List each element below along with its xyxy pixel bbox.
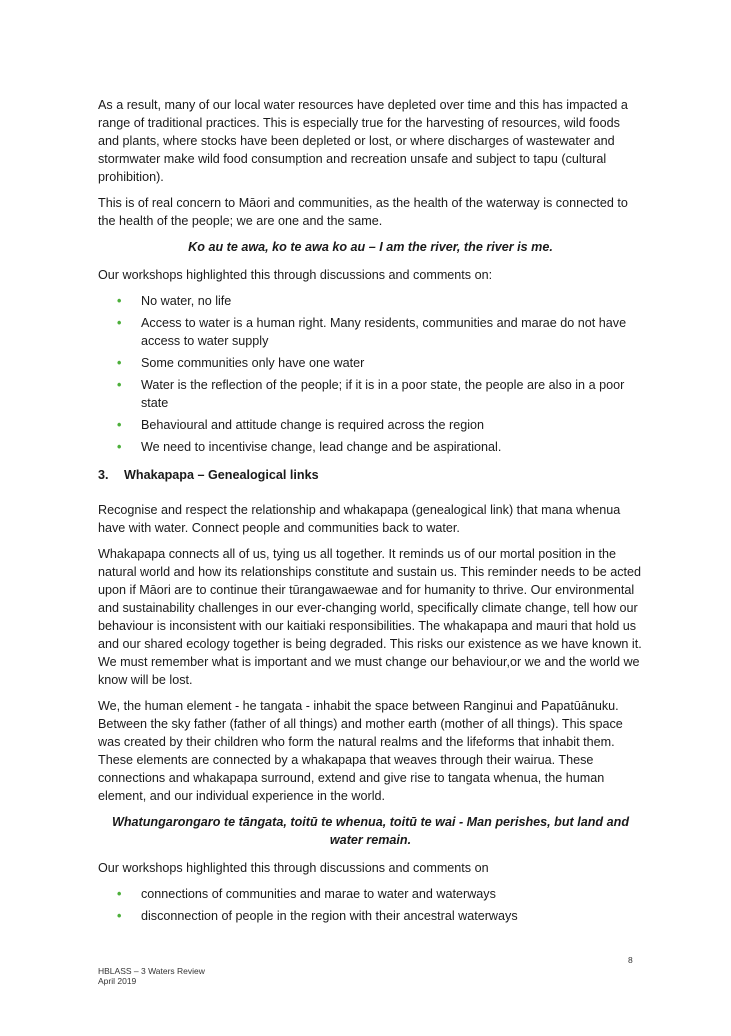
list-item — [98, 314, 643, 350]
list-item — [98, 907, 643, 925]
list-item-text: Some communities only have one water — [141, 356, 365, 370]
quote: Whatungarongaro te tāngata, toitū te whenua, toitū te wai - Man perishes, but land and water remain. — [111, 815, 630, 847]
list-item — [98, 438, 643, 456]
list-item — [98, 376, 643, 412]
section-number: 3. — [98, 468, 109, 482]
list-item-text: connections of communities and marae to water and waterways — [141, 887, 496, 901]
quote: Ko au te awa, ko te awa ko au – I am the river, the river is me. — [188, 240, 553, 254]
list-item — [98, 354, 643, 372]
bullet-icon: • — [117, 887, 122, 901]
bullet-icon: • — [117, 418, 122, 432]
bullet-icon: • — [117, 294, 122, 308]
bullet-icon: • — [117, 356, 122, 370]
document-page — [98, 96, 643, 935]
paragraph: Our workshops highlighted this through discussions and comments on: — [98, 268, 493, 282]
list-item-text: No water, no life — [141, 294, 232, 308]
section-title: Whakapapa – Genealogical links — [124, 468, 319, 482]
footer-date: April 2019 — [98, 976, 137, 986]
bullet-list — [98, 292, 643, 456]
bullet-icon: • — [117, 378, 122, 392]
section-heading — [98, 466, 643, 484]
bullet-icon: • — [117, 909, 122, 923]
footer-title: HBLASS – 3 Waters Review — [98, 966, 205, 976]
paragraph: Recognise and respect the relationship and whakapapa (genealogical link) that mana whenua have with water. Connect people and communities back to water. — [98, 503, 621, 535]
list-item — [98, 416, 643, 434]
list-item-text: Access to water is a human right. Many residents, communities and marae do not have access to water supply — [141, 316, 627, 348]
footer — [98, 966, 205, 986]
paragraph: We, the human element - he tangata - inhabit the space between Ranginui and Papatūānuku. Between the sky father (father of all things) and mother earth (mother of all things). This space was created by their children who form the natural realms and the lifeforms that inhabit them. These elements are connected by a whakapapa that weaves through their wairua. These connections and whakapapa surround, extend and give rise to tangata whenua, the human element, and our individual experience in the world. — [98, 699, 623, 803]
page-number: 8 — [628, 955, 633, 965]
bullet-icon: • — [117, 440, 122, 454]
list-item-text: disconnection of people in the region with their ancestral waterways — [141, 909, 518, 923]
bullet-icon: • — [117, 316, 122, 330]
list-item — [98, 885, 643, 903]
list-item-text: Behavioural and attitude change is required across the region — [141, 418, 485, 432]
paragraph: Whakapapa connects all of us, tying us all together. It reminds us of our mortal position in the natural world and how its relationships constitute and sustain us. This reminder needs to be acted upon if Māori are to continue their tūrangawaewae and for humanity to thrive. Our environmental and sustainability challenges in our ever-changing world, specifically climate change, tell how our behaviour is inconsistent with our kaitiaki responsibilities. The whakapapa and mauri that hold us and our shared ecology together is being degraded. This risks our existence as we have known it. We must remember what is important and we must change our behaviour,or we and the world we know will be lost. — [98, 547, 642, 687]
paragraph: As a result, many of our local water resources have depleted over time and this has impacted a range of traditional practices. This is especially true for the harvesting of resources, wild foods and plants, where stocks have been depleted or lost, or where discharges of wastewater and stormwater make wild food consumption and recreation unsafe and subject to tapu (cultural prohibition). — [98, 98, 628, 184]
list-item-text: Water is the reflection of the people; if it is in a poor state, the people are also in a poor state — [141, 378, 625, 410]
paragraph: This is of real concern to Māori and communities, as the health of the waterway is connected to the health of the people; we are one and the same. — [98, 196, 628, 228]
list-item — [98, 292, 643, 310]
bullet-list — [98, 885, 643, 925]
list-item-text: We need to incentivise change, lead change and be aspirational. — [141, 440, 502, 454]
paragraph: Our workshops highlighted this through discussions and comments on — [98, 861, 489, 875]
